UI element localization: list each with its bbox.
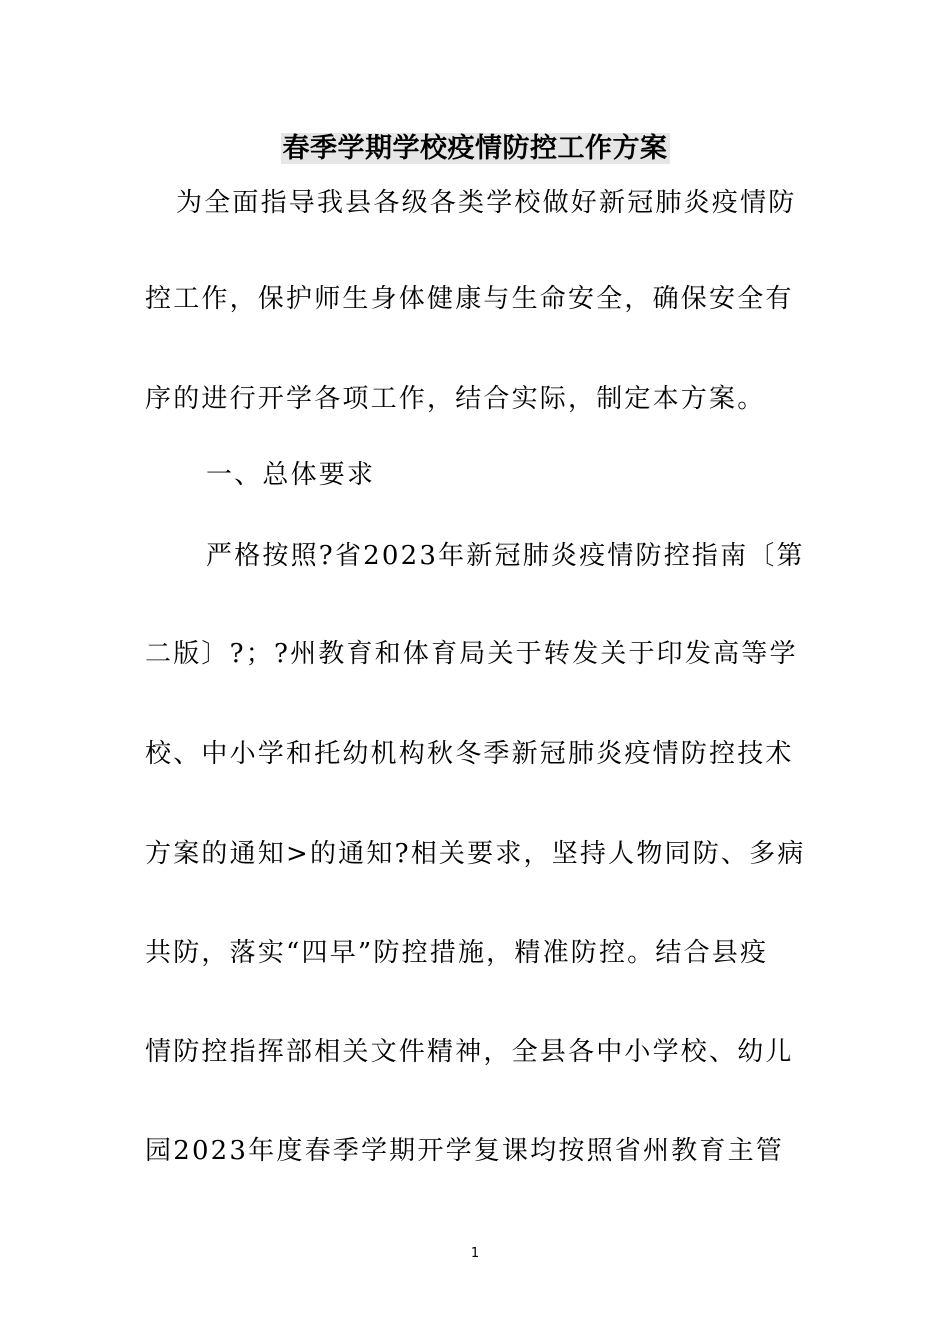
paragraph-line-1: 为全面指导我县各级各类学校做好新冠肺炎疫情防 bbox=[176, 188, 797, 218]
document-title-text: 春季学期学校疫情防控工作方案 bbox=[282, 133, 668, 164]
paragraph-line-4: 严格按照?省2023年新冠肺炎疫情防控指南〔第 bbox=[206, 541, 805, 571]
document-title bbox=[0, 131, 950, 167]
paragraph-line-9: 情防控指挥部相关文件精神，全县各中小学校、幼儿 bbox=[145, 1037, 794, 1067]
paragraph-line-5: 二版〕?；?州教育和体育局关于转发关于印发高等学 bbox=[145, 639, 798, 669]
section-heading: 一、总体要求 bbox=[206, 460, 376, 490]
paragraph-line-10: 园2023年度春季学期开学复课均按照省州教育主管 bbox=[145, 1136, 784, 1166]
paragraph-line-3: 序的进行开学各项工作，结合实际，制定本方案。 bbox=[145, 384, 766, 414]
paragraph-line-6: 校、中小学和托幼机构秋冬季新冠肺炎疫情防控技术 bbox=[145, 739, 794, 769]
paragraph-line-2: 控工作，保护师生身体健康与生命安全，确保安全有 bbox=[145, 284, 794, 314]
paragraph-line-7: 方案的通知>的通知?相关要求，坚持人物同防、多病 bbox=[145, 839, 806, 869]
page-number: 1 bbox=[470, 1246, 480, 1261]
paragraph-line-8: 共防，落实“四早”防控措施，精准防控。结合县疫 bbox=[145, 938, 769, 968]
